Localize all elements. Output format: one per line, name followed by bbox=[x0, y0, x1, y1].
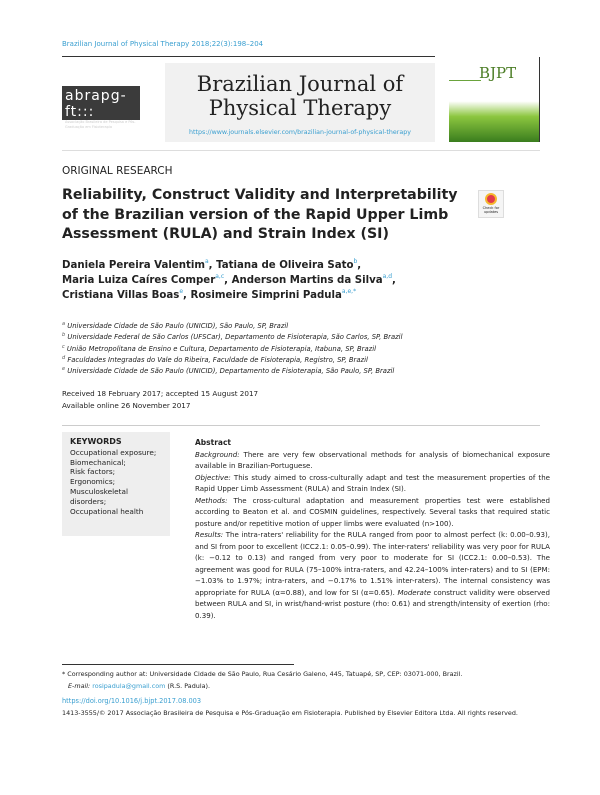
keywords-heading: KEYWORDS bbox=[70, 437, 122, 446]
doi-link[interactable]: https://doi.org/10.1016/j.bjpt.2017.08.003 bbox=[62, 697, 202, 705]
keyword: Occupational health bbox=[70, 506, 144, 516]
affiliations bbox=[62, 321, 402, 377]
journal-url-link[interactable]: https://www.journals.elsevier.com/brazilian-journal-of-physical-therapy bbox=[189, 129, 411, 136]
cover-title: BJPT bbox=[479, 64, 517, 82]
journal-masthead bbox=[165, 63, 435, 142]
abstract-background: Background: There are very few observational methods for analysis of biomechanical exposure available in Brazilian-Portuguese. bbox=[195, 449, 550, 470]
crossmark-label: Check for updates bbox=[482, 206, 500, 214]
keyword: Occupational exposure; bbox=[70, 447, 157, 457]
keyword: Musculoskeletal disorders; bbox=[70, 486, 128, 506]
affiliation: $^a$ Universidade Cidade de São Paulo (UNICID), São Paulo, SP, Brazil bbox=[62, 321, 289, 330]
received-date: Received 18 February 2017; accepted 15 August 2017 bbox=[62, 389, 259, 398]
email-line: E-mail: rosipadula@gmail.com (R.S. Padula). bbox=[68, 682, 211, 690]
affiliation: $^c$ União Metropolitana de Ensino e Cultura, Departamento de Fisioterapia, Itabuna, SP, Brazil bbox=[62, 343, 376, 353]
abstract-objective: Objective: This study aimed to cross-culturally adapt and test the measurement properties of the Rapid Upper Limb Assessment (RULA) and Strain Index (SI). bbox=[195, 472, 550, 493]
divider bbox=[62, 425, 540, 426]
check-for-updates-button[interactable] bbox=[478, 190, 504, 218]
logo-text: abrapg-ft::: bbox=[65, 88, 127, 120]
keyword: Risk factors; bbox=[70, 467, 116, 477]
corresponding-author-note bbox=[62, 668, 462, 692]
email-link[interactable]: rosipadula@gmail.com bbox=[92, 682, 166, 690]
article-dates bbox=[62, 388, 258, 411]
journal-cover-image bbox=[449, 57, 540, 142]
author: Anderson Martins da Silva$^{a,d}$, bbox=[231, 273, 396, 286]
journal-title bbox=[165, 72, 435, 120]
author: Rosimeire Simprini Padula$^{a,e,*}$ bbox=[190, 288, 357, 301]
available-date: Available online 26 November 2017 bbox=[62, 400, 191, 410]
keyword: Biomechanical; bbox=[70, 457, 126, 467]
divider bbox=[62, 56, 435, 57]
footnote-divider bbox=[62, 664, 294, 665]
logo-subtext: Associação Brasileira de Pesquisa e Pós-Graduação em Fisioterapia bbox=[65, 120, 136, 129]
abstract bbox=[195, 437, 550, 621]
keyword: Ergonomics; bbox=[70, 477, 116, 487]
affiliation: $^e$ Universidade Cidade de São Paulo (UNICID), Departamento de Fisioterapia, São Paulo, SP, Brazil bbox=[62, 366, 395, 376]
copyright-notice: 1413-3555/© 2017 Associação Brasileira de Pesquisa e Pós-Graduação em Fisioterapia. Published by Elsevier Editora Ltda. All rights reserved. bbox=[62, 709, 518, 717]
society-logo bbox=[62, 86, 140, 129]
abstract-methods: Methods: The cross-cultural adaptation and measurement properties test were established according to Beaton et al. and COSMIN guidelines, respectively. Several tasks that required static posture and/or repetitive motion of upper limbs were evaluated (n>100). bbox=[195, 495, 550, 528]
author: Maria Luiza Caíres Comper$^{a,c}$, bbox=[62, 273, 232, 286]
abstract-heading: Abstract bbox=[195, 438, 232, 447]
author: Daniela Pereira Valentim$^a$, bbox=[62, 258, 217, 271]
abstract-results: Results: The intra-raters' reliability for the RULA ranged from poor to almost perfect (k: 0.00–0.93), and SI from poor to excellent (ICC2.1: 0.05–0.99). The inter-raters' reliability was very poor for RULA (k: −0.12 to 0.13) and ranged from very poor to moderate for SI (ICC2.1: 0.00–0.53). The agreement was good for RULA (75–100% intra-raters, and 42.24–100% inter-raters) and to SI (EPM: −1.03% to 1.97%; intra-raters, and −0.17% to 1.51% inter-raters). The internal consistency was appropriate for RULA (α=0.88), and low for SI (α=0.65). Moderate construct validity were observed between RULA and SI, in wrist/hand-wrist posture (rho: 0.61) and strength/intensity of exertion (rho: 0.39). bbox=[195, 530, 550, 620]
crossmark-icon bbox=[485, 193, 497, 205]
article-title: Reliability, Construct Validity and Interpretability of the Brazilian version of the Rapid Upper Limb Assessment (RULA) and Strain Index (SI) bbox=[62, 187, 458, 242]
article-section: ORIGINAL RESEARCH bbox=[62, 165, 173, 177]
journal-title-line1: Brazilian Journal of bbox=[196, 72, 404, 96]
author: Tatiana de Oliveira Sato$^b$, bbox=[216, 258, 362, 271]
keywords-box bbox=[62, 432, 170, 536]
affiliation: $^d$ Faculdades Integradas do Vale do Ribeira, Faculdade de Fisioterapia, Registro, SP, Brazil bbox=[62, 354, 368, 364]
author: Cristiana Villas Boas$^e$, bbox=[62, 288, 191, 301]
affiliation: $^b$ Universidade Federal de São Carlos (UFSCar), Departamento de Fisioterapia, São Carlos, SP, Brazil bbox=[62, 332, 403, 342]
journal-title-line2: Physical Therapy bbox=[208, 96, 392, 120]
divider bbox=[62, 150, 540, 151]
corresponding-address: * Corresponding author at: Universidade Cidade de São Paulo, Rua Cesário Galeno, 445, Tatuapé, SP, CEP: 03071-000, Brazil. bbox=[62, 670, 463, 678]
journal-reference-link[interactable]: Brazilian Journal of Physical Therapy 2018;22(3):198–204 bbox=[62, 40, 264, 48]
author-list bbox=[62, 258, 482, 303]
